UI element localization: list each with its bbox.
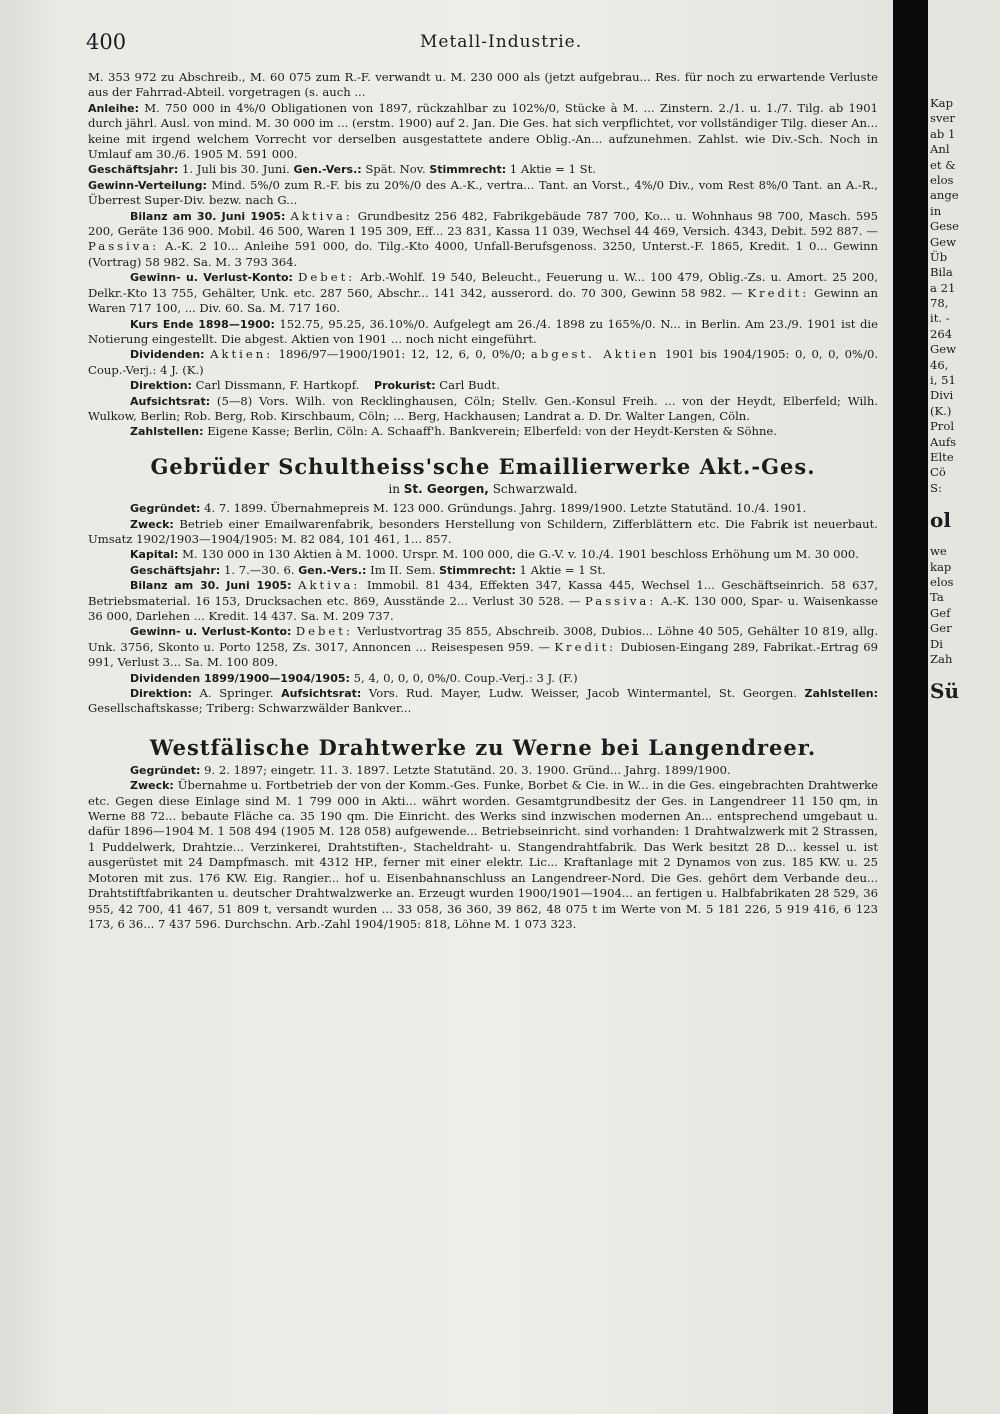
adjacent-page-line: Ta [930, 590, 944, 605]
label-aufsichtsrat: Aufsichtsrat: [130, 394, 211, 408]
label-geschaeftsjahr: Geschäftsjahr: [88, 163, 179, 177]
label-aufsichtsrat: Aufsichtsrat: [281, 687, 362, 701]
adjacent-page-line: sver [930, 111, 955, 126]
zweck-text: Betrieb einer Emailwarenfabrik, besonders Herstellung von Schildern, Zifferblättern etc. Die Fabrik ist neuerbaut. Umsatz 1902/1903—1904/1905: M. 82 084, 101 461, 1... 857. [88, 516, 878, 546]
entry2-geschaeftsjahr [88, 563, 878, 578]
adjacent-page-line: elos [930, 574, 954, 589]
main-column [88, 70, 878, 932]
company-title: Gebrüder Schultheiss'sche Emaillierwerke Akt.-Ges. [150, 453, 816, 479]
adjacent-page-line: it. - [930, 311, 950, 326]
bilanz-aktiva-text: Grundbesitz 256 482, Fabrikgebäude 787 700, Ko... u. Wohnhaus 98 700, Masch. 595 200, Geräte 136 900. Mobil. 46 500, Waren 1 195 309, Eff... 23 831, Kassa 11 039, Wechsel 44 469, Versich. 4343, Debit. 592 887. — [88, 208, 879, 239]
entry2-guv [88, 624, 878, 670]
guv-kredit-text: Gewinn an Waren 717 100, ... Div. 60. Sa. M. 717 160. [88, 285, 878, 316]
aktiva-word: Aktiva: [298, 578, 361, 593]
adjacent-page-line: i, 51 [930, 373, 956, 388]
zahlstellen-text: Eigene Kasse; Berlin, Cöln: A. Schaaff'h. Bankverein; Elberfeld: von der Heydt-Kersten & Söhne. [207, 424, 777, 439]
label-bilanz: Bilanz am 30. Juni 1905: [130, 209, 286, 223]
dividenden-text-2: 1901 bis 1904/1905: 0, 0, 0, 0%/0. Coup.-Verj.: 4 J. (K.) [88, 347, 879, 377]
direktion-text: A. Springer. [199, 686, 274, 701]
entry1-direktion [88, 378, 878, 393]
entry1-dividenden [88, 347, 878, 378]
entry2-gegruendet [88, 501, 878, 516]
adjacent-page-line: ange [930, 188, 959, 203]
label-geschaeftsjahr: Geschäftsjahr: [130, 563, 221, 577]
entry1-paragraph: M. 353 972 zu Abschreib., M. 60 075 zum R.-F. verwandt u. M. 230 000 als (jetzt aufgebrau... Res. für noch zu erwartende Verluste aus der Fahrrad-Abteil. vorgetragen (s. auch ... [88, 70, 878, 100]
bilanz-aktiva-text: Immobil. 81 434, Effekten 347, Kassa 445, Wechsel 1... Geschäftseinrich. 58 637, Betriebsmaterial. 16 153, Drucksachen etc. 869, Ausstände 2... Verlust 30 528. — [88, 578, 879, 608]
adjacent-page-line: Sü [930, 679, 959, 704]
entry2-dividenden [88, 671, 878, 686]
entry2-kapital [88, 547, 878, 562]
direktion-text: Carl Dissmann, F. Hartkopf. [195, 378, 360, 393]
adjacent-page-line: Bila [930, 265, 953, 280]
zweck-text: Übernahme u. Fortbetrieb der von der Komm.-Ges. Funke, Borbet & Cie. in W... in die Ges. eingebrachten Drahtwerke etc. Gegen diese Einlage sind M. 1 799 000 in Akti... währt worden. Gesamtgrundbesitz der Ges. in Langendreer 11 150 qm, in Werne 88 72... bebaute Fläche ca. 35 190 qm. Die Einricht. des Werks sind inzwischen modernen An... entsprechend umgebaut u. dafür 1896—1904 M. 1 508 494 (1905 M. 128 058) aufgewende... Betriebseinricht. sind vorhanden: 1 Drahtwalzwerk mit 2 Strassen, 1 Puddelwerk, Drahtzie... Verzinkerei, Drahtstiften-, Stacheldraht- u. Stangendrahtfabrik. Das Werk besitzt 28 D... kessel u. ist ausgerüstet mit 24 Dampfmasch. mit 4312 HP., ferner mit einer elektr. Lic... Kraftanlage mit 2 Dynamos von zus. 185 KW. u. 25 Motoren mit zus. 176 KW. Eig. Rangier... hof u. Eisenbahnanschluss an Langendreer-Nord. Die Ges. gehört dem Verbande deu... Drahtstiftfabrikanten u. deutscher Drahtwalzwerke an. Erzeugt wurden 1900/1901—1904... an fertigen u. Halbfabrikaten 28 529, 36 955, 42 700, 41 467, 51 809 t, versandt wurden ... 33 058, 36 360, 39 862, 48 075 t im Werte von M. 5 181 226, 5 919 416, 6 123 173, 6 36... 7 437 596. Durchschn. Arb.-Zahl 1904/1905: 818, Löhne M. 1 073 323. [88, 778, 878, 931]
aufsichtsrat-text: (5—8) Vors. Wilh. von Recklinghausen, Cöln; Stellv. Gen.-Konsul Freih. ... von der Heydt, Elberfeld; Wilh. Wulkow, Berlin; Rob. Berg, Rob. Kirschbaum, Cöln; ... Berg, Hackhausen; Landrat a. D. Dr. Walter Langen, Cöln. [88, 393, 879, 423]
label-anleihe: Anleihe: [88, 101, 140, 115]
label-guv: Gewinn- u. Verlust-Konto: [130, 271, 293, 285]
page-number: 400 [86, 30, 127, 54]
adjacent-page-line: Ger [930, 621, 952, 636]
gegruendet-text: 4. 7. 1899. Übernahmepreis M. 123 000. Gründungs. Jahrg. 1899/1900. Letzte Statutänd. 10./4. 1901. [204, 501, 807, 516]
adjacent-page-line: Gew [930, 234, 957, 249]
adjacent-page-line: in [930, 203, 942, 218]
gegruendet-text: 9. 2. 1897; eingetr. 11. 3. 1897. Letzte Statutänd. 20. 3. 1900. Gründ... Jahrg. 1899/1900. [204, 762, 731, 777]
entry3-zweck [88, 778, 878, 932]
gen-vers-text: Im II. Sem. [370, 562, 436, 577]
entry1-gewinn-verteilung [88, 178, 878, 209]
entry1-guv [88, 270, 878, 316]
page-header [80, 30, 900, 56]
adjacent-page-line: ol [930, 508, 951, 533]
label-gegruendet: Gegründet: [130, 763, 201, 777]
adjacent-page-line: et & [930, 157, 956, 172]
adjacent-page-line: Zah [930, 651, 953, 666]
label-zweck: Zweck: [130, 779, 174, 793]
book-gutter [893, 0, 928, 1414]
adjacent-page-line: 46, [930, 357, 949, 372]
label-zahlstellen: Zahlstellen: [804, 687, 879, 701]
dividenden-text: 5, 4, 0, 0, 0, 0%/0. Coup.-Verj.: 3 J. (F.) [353, 670, 578, 685]
location-city: St. Georgen, [403, 481, 489, 496]
guv-debet-text: Arb.-Wohlf. 19 540, Beleucht., Feuerung u. W... 100 479, Oblig.-Zs. u. Amort. 25 200, Delkr.-Kto 13 755, Gehälter, Unk. etc. 287 560, Abschr... 141 342, ausserord. do. 70 300, Gewinn 58 982. — [88, 270, 878, 300]
adjacent-page-line: elos [930, 172, 954, 187]
kredit-word: Kredit: [747, 285, 810, 300]
running-title: Metall-Industrie. [420, 32, 583, 52]
label-guv: Gewinn- u. Verlust-Konto: [130, 625, 292, 639]
adjacent-page-line: we [930, 544, 947, 559]
label-direktion: Direktion: [130, 687, 192, 701]
entry1-zahlstellen [88, 424, 878, 439]
entry2-direktion [88, 686, 878, 717]
adjacent-page-fragment [930, 96, 1000, 715]
adjacent-page-line: ab 1 [930, 126, 956, 141]
kurs-text: 152.75, 95.25, 36.10%/0. Aufgelegt am 26./4. 1898 zu 165%/0. N... in Berlin. Am 23./9. 1901 ist die Notierung eingestellt. Die abgest. Aktien von 1901 ... noch nicht eingeführt. [88, 316, 878, 346]
entry2-zweck [88, 517, 878, 548]
stimmrecht-text: 1 Aktie = 1 St. [509, 162, 596, 177]
entry1-anleihe [88, 101, 878, 163]
passiva-word: Passiva: [88, 239, 160, 254]
company-title: Westfälische Drahtwerke zu Werne bei Langendreer. [149, 734, 817, 760]
label-gegruendet: Gegründet: [130, 502, 201, 516]
adjacent-page-line: Divi [930, 388, 954, 403]
adjacent-page-line: Gef [930, 605, 951, 620]
label-stimmrecht: Stimmrecht: [429, 163, 507, 177]
aufsichtsrat-text: Vors. Rud. Mayer, Ludw. Weisser, Jacob Wintermantel, St. Georgen. [368, 686, 797, 701]
adjacent-page-line: 78, [930, 296, 949, 311]
adjacent-page-line: Cö [930, 465, 946, 480]
geschaeftsjahr-text: 1. Juli bis 30. Juni. [181, 162, 290, 177]
aktiva-word: Aktiva: [290, 208, 353, 223]
adjacent-page-line: Anl [930, 142, 950, 157]
adjacent-page-line: kap [930, 559, 952, 574]
label-stimmrecht: Stimmrecht: [439, 563, 516, 577]
anleihe-text: M. 750 000 in 4%/0 Obligationen von 1897, rückzahlbar zu 102%/0, Stücke à M. ... Zinstern. 2./1. u. 1./7. Tilg. ab 1901 durch jährl. Ausl. von mind. M. 30 000 im ... (erstm. 1900) auf 2. Jan. Die Ges. hat sich verpflichtet, vor vollständiger Tilg. dieser An... keine mit irgend welchem Vorrecht vor derselben ausgestattete andere Oblig.-An... aufzunehmen. Zahlst. wie Div.-Sch. Noch in Umlauf am 30./6. 1905 M. 591 000. [88, 100, 878, 162]
label-kapital: Kapital: [130, 548, 179, 562]
label-zahlstellen: Zahlstellen: [130, 425, 204, 439]
adjacent-page-line: Elte [930, 449, 954, 464]
label-gen-vers: Gen.-Vers.: [298, 563, 367, 577]
debet-word: Debet: [295, 624, 353, 639]
adjacent-page-line: Gese [930, 219, 959, 234]
entry1-bilanz [88, 209, 878, 271]
entry1-aufsichtsrat [88, 394, 878, 425]
location-in: in [388, 481, 400, 496]
gewinn-verteilung-text: Mind. 5%/0 zum R.-F. bis zu 20%/0 des A.-K., vertra... Tant. an Vorst., 4%/0 Div., vom Rest 8%/0 Tant. an A.-R., Überrest Super-Div. bezw. nach G... [88, 177, 878, 208]
label-dividenden: Dividenden 1899/1900—1904/1905: [130, 671, 350, 685]
label-prokurist: Prokurist: [374, 379, 436, 393]
gen-vers-text: Spät. Nov. [365, 162, 426, 177]
passiva-word: Passiva: [585, 593, 657, 608]
adjacent-page-line: Gew [930, 342, 957, 357]
adjacent-page-line: Di [930, 636, 944, 651]
label-gen-vers: Gen.-Vers.: [293, 163, 362, 177]
prokurist-text: Carl Budt. [439, 378, 500, 393]
abgest-word: abgest. Aktien [530, 347, 660, 362]
company-location [88, 482, 878, 497]
adjacent-page-line: 264 [930, 326, 953, 341]
kredit-word: Kredit: [554, 639, 617, 654]
adjacent-page-line: Üb [930, 249, 948, 264]
geschaeftsjahr-text: 1. 7.—30. 6. [223, 562, 295, 577]
label-gewinn-verteilung: Gewinn-Verteilung: [88, 178, 207, 192]
label-dividenden: Dividenden: [130, 348, 205, 362]
adjacent-page-line: Kap [930, 96, 953, 110]
adjacent-page-line: (K.) [930, 403, 952, 418]
adjacent-page-line: a 21 [930, 280, 956, 295]
bilanz-passiva-text: A.-K. 2 10... Anleihe 591 000, do. Tilg.-Kto 4000, Unfall-Berufsgenoss. 3250, Unterst.-F. 1865, Kredit. 1 0... Gewinn (Vortrag) 58 982. Sa. M. 3 793 364. [88, 239, 878, 269]
label-direktion: Direktion: [130, 379, 192, 393]
adjacent-page-line: Prol [930, 419, 955, 434]
label-bilanz: Bilanz am 30. Juni 1905: [130, 579, 292, 593]
adjacent-page-line: S: [930, 480, 942, 495]
entry1-kurs [88, 317, 878, 348]
guv-kredit-text: Dubiosen-Eingang 289, Fabrikat.-Ertrag 69 991, Verlust 3... Sa. M. 100 809. [88, 639, 879, 670]
label-kurs: Kurs Ende 1898—1900: [130, 317, 275, 331]
kapital-text: M. 130 000 in 130 Aktien à M. 1000. Urspr. M. 100 000, die G.-V. v. 10./4. 1901 beschloss Erhöhung um M. 30 000. [182, 547, 859, 562]
adjacent-page-line: Aufs [930, 434, 957, 449]
entry2-bilanz [88, 578, 878, 624]
guv-debet-text: Verlustvortrag 35 855, Abschreib. 3008, Dubios... Löhne 40 505, Gehälter 10 819, allg. Unk. 3756, Skonto u. Porto 1258, Zs. 3017, Annoncen ... Reisespesen 959. — [88, 624, 879, 654]
bilanz-passiva-text: A.-K. 130 000, Spar- u. Waisenkasse 36 000, Darlehen ... Kredit. 14 437. Sa. M. 209 737. [88, 593, 879, 623]
stimmrecht-text: 1 Aktie = 1 St. [519, 562, 606, 577]
dividenden-text: 1896/97—1900/1901: 12, 12, 6, 0, 0%/0; [278, 347, 526, 362]
entry1-geschaeftsjahr [88, 162, 878, 177]
label-zweck: Zweck: [130, 517, 174, 531]
location-region: Schwarzwald. [492, 481, 578, 496]
aktien-word: Aktien: [210, 347, 274, 362]
zahlstellen-text: Gesellschaftskasse; Triberg: Schwarzwälder Bankver... [88, 701, 412, 716]
debet-word: Debet: [298, 270, 356, 285]
entry3-gegruendet [88, 763, 878, 778]
